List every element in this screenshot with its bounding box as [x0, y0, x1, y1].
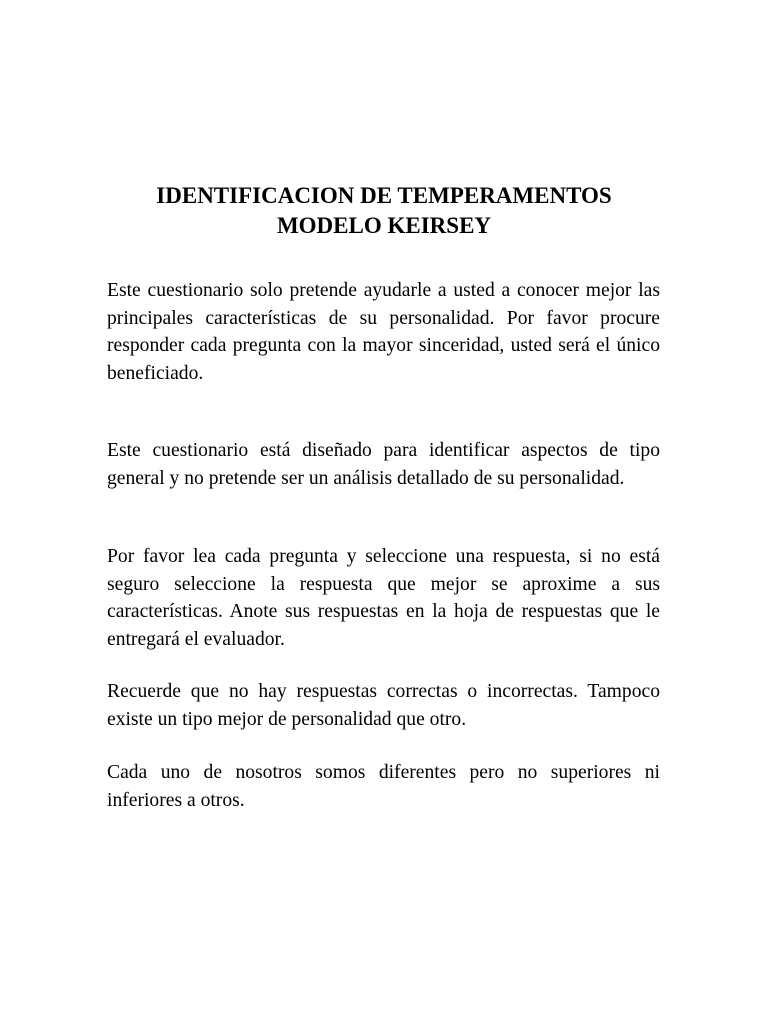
paragraph-no-correct-answers: Recuerde que no hay respuestas correctas o incorrectas. Tampoco existe un tipo mejor de personalidad que otro.: [107, 681, 660, 730]
document-title: [106, 181, 662, 241]
title-line-1: IDENTIFICACION DE TEMPERAMENTOS: [156, 183, 612, 208]
paragraph-differences: Cada uno de nosotros somos diferentes pero no superiores ni inferiores a otros.: [107, 762, 660, 811]
paragraph-scope: Este cuestionario está diseñado para identificar aspectos de tipo general y no pretende ser un análisis detallado de su personalidad.: [107, 440, 660, 489]
paragraph-instructions: Por favor lea cada pregunta y seleccione una respuesta, si no está seguro seleccione la respuesta que mejor se aproxime a sus características. Anote sus respuestas en la hoja de respuestas que le entregará el evaluador.: [107, 546, 660, 650]
title-line-2: MODELO KEIRSEY: [276, 213, 492, 238]
paragraph-intro: Este cuestionario solo pretende ayudarle a usted a conocer mejor las principales características de su personalidad. Por favor procure responder cada pregunta con la mayor sinceridad, usted será el único beneficiado.: [107, 280, 660, 384]
